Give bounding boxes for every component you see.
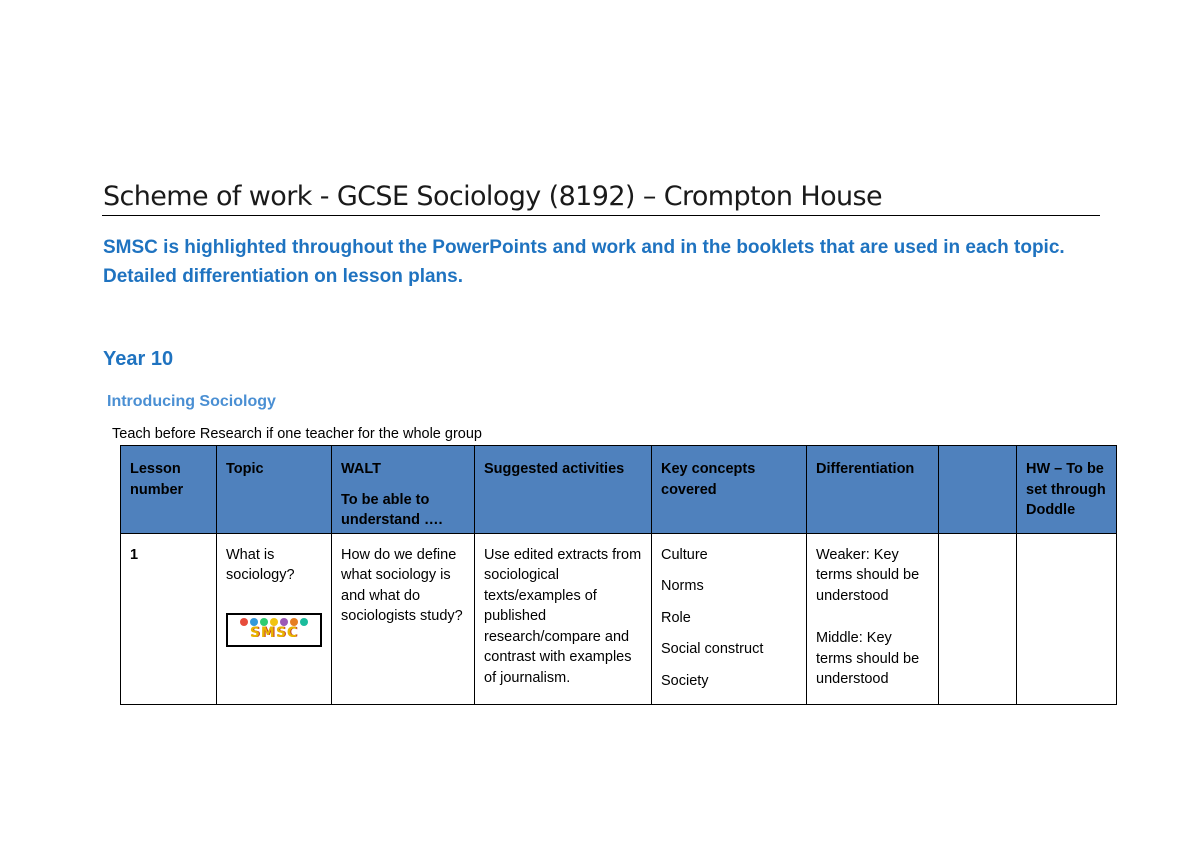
header-differentiation: Differentiation [807, 446, 939, 534]
header-activities: Suggested activities [475, 446, 652, 534]
intro-text: SMSC is highlighted throughout the PowerPoints and work and in the booklets that are used in each topic. Detailed differentiation on lesson plans. [103, 237, 1065, 287]
cell-hw [1017, 533, 1117, 705]
cell-lesson [121, 533, 217, 705]
year-heading: Year 10 [103, 348, 174, 370]
concept-item: Role [661, 609, 691, 626]
header-blank [939, 446, 1017, 534]
smsc-logo [226, 613, 322, 647]
cell-differentiation [807, 533, 939, 705]
document-title: Scheme of work - GCSE Sociology (8192) – Crompton House [103, 181, 883, 212]
smsc-logo-text: SMSC [249, 625, 299, 641]
unit-subheading: Introducing Sociology [107, 393, 276, 410]
header-topic: Topic [217, 446, 332, 534]
cell-topic [217, 533, 332, 705]
diff-weaker: Weaker: Key terms should be understood [816, 546, 920, 604]
title-underline [102, 215, 1100, 216]
topic-text: What is sociology? [226, 546, 295, 583]
teaching-note: Teach before Research if one teacher for the whole group [112, 426, 482, 442]
cell-walt: How do we define what sociology is and what do sociologists study? [332, 533, 475, 705]
header-lesson: Lesson number [121, 446, 217, 534]
cell-blank [939, 533, 1017, 705]
header-concepts: Key concepts covered [652, 446, 807, 534]
concept-item: Culture [661, 546, 708, 563]
scheme-table [120, 445, 1117, 705]
table-header-row [121, 446, 1117, 534]
header-walt-sub: To be able to understand …. [341, 491, 443, 528]
concept-item: Social construct [661, 641, 764, 657]
header-walt [332, 446, 475, 534]
concept-item: Society [661, 672, 709, 689]
cell-activities: Use edited extracts from sociological texts/examples of published research/compare and contrast with examples of journalism. [475, 533, 652, 705]
cell-concepts [652, 533, 807, 705]
header-hw: HW – To be set through Doddle [1017, 446, 1117, 534]
header-walt-label: WALT [341, 461, 381, 477]
lesson-number: 1 [130, 546, 139, 563]
table-row [121, 533, 1117, 705]
diff-middle: Middle: Key terms should be understood [816, 630, 920, 687]
concept-item: Norms [661, 578, 704, 594]
